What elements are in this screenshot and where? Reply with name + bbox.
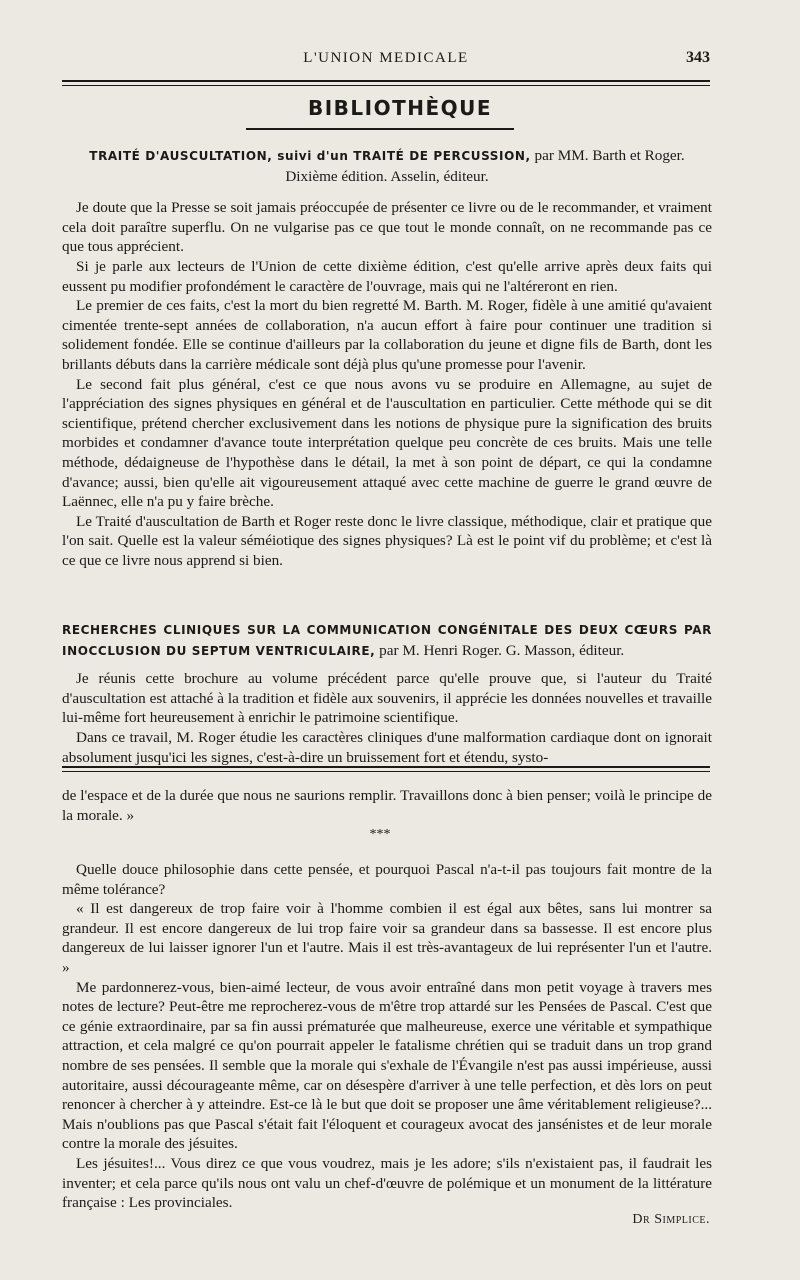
header-rule-thin [62,85,710,86]
page-number: 343 [686,49,710,66]
review-2-heading [62,620,712,661]
review-1-paragraph: Le second fait plus général, c'est ce que nous avons vu se produire en Allemagne, au sujet de l'appréciation des signes physiques en général et de l'auscultation en particulier. Cette méthode qui se dit scientifique, prétend chercher exclusivement dans les notions de physique pure la signification des bruits morbides et condamner d'avance toute interprétation quelque peu concrète de ces bruits. Mais une telle méthode, dédaigneuse de l'hypothèse dans le détail, la met à son point de départ, ce qui la condamne d'avance; aussi, bien qu'elle ait vigoureusement attaqué avec cette machine de guerre le grand œuvre de Laënnec, elle n'a pu y faire brèche. [62,375,712,511]
review-1-authors: par MM. Barth et Roger. [530,147,685,164]
section-title: BIBLIOTHÈQUE [307,96,493,120]
review-1-title: TRAITÉ D'AUSCULTATION, suivi d'un TRAITÉ DE PERCUSSION, [89,149,531,163]
review-1-publisher: Dixième édition. Asselin, éditeur. [285,167,489,185]
review-2-title: RECHERCHES CLINIQUES SUR LA COMMUNICATION CONGÉNITALE DES DEUX CŒURS PAR INOCCLUSION DU SEPTUM VENTRICULAIRE, [62,623,712,658]
page-header [62,50,710,72]
review-2-authors: par M. Henri Roger. G. Masson, éditeur. [375,641,625,659]
feuilleton-rule-thin [62,771,710,772]
review-1-paragraph: Le Traité d'auscultation de Barth et Roger reste donc le livre classique, méthodique, clair et pratique que l'on sait. Quelle est la valeur séméiotique des signes physiques? Là est le point vif du problème; et c'est là ce que ce livre nous apprend si bien. [62,512,712,569]
feuilleton-paragraph: de l'espace et de la durée que nous ne saurions remplir. Travaillons donc à bien penser; voilà le principe de la morale. » [62,787,712,824]
review-1-paragraph: Le premier de ces faits, c'est la mort du bien regretté M. Barth. M. Roger, fidèle à une amitié qu'avaient cimentée trente-sept années de collaboration, n'a aucun effort à faire pour continuer une tradition si solidement fondée. Elle se continue d'ailleurs par la collaboration du jeune et digne fils de Barth, dont les brillants débuts dans la carrière médicale sont déjà plus qu'une promesse pour l'avenir. [62,297,712,373]
feuilleton-paragraph: Quelle douce philosophie dans cette pensée, et pourquoi Pascal n'a-t-il pas toujours fait montre de la même tolérance? [62,861,712,898]
review-2-paragraph: Je réunis cette brochure au volume précédent parce qu'elle prouve que, si l'auteur du Traité d'auscultation est attaché à la tradition et fidèle aux souvenirs, il apprécie les données nouvelles et travaille lui-même fort heureusement à enrichir le patrimoine scientifique. [62,670,712,727]
review-1-paragraph: Je doute que la Presse se soit jamais préoccupée de présenter ce livre ou de le recommander, et vraiment cela doit paraître superflu. On ne vulgarise pas ce que tout le monde connaît, on ne recommande pas ce que tous apprécient. [62,199,712,256]
feuilleton-rule-thick [62,766,710,768]
signature: Dr Simplice. [632,1212,710,1227]
feuilleton-body [62,860,712,1213]
feuilleton-paragraph: « Il est dangereux de trop faire voir à l'homme combien il est égal aux bêtes, sans lui montrer sa grandeur. Il est encore dangereux de lui trop faire voir sa grandeur dans sa bassesse. Il est encore plus dangereux de lui laisser ignorer l'un et l'autre. Mais il est très-avantageux de lui représenter l'un et l'autre. » [62,900,712,976]
review-2 [62,620,712,767]
feuilleton-paragraph: Les jésuites!... Vous direz ce que vous voudrez, mais je les adore; s'ils n'existaient pas, il faudrait les inventer; et cela parce qu'ils nous ont valu un chef-d'œuvre de polémique et un monument de la littérature française : Les provinciales. [62,1154,712,1212]
feuilleton-top [62,786,712,825]
review-1-paragraph: Si je parle aux lecteurs de l'Union de cette dixième édition, c'est qu'elle arrive après deux faits qui eussent pu modifier profondément le caractère de l'ouvrage, mais qui ne l'altéreront en rien. [62,257,712,295]
feuilleton-paragraph: Me pardonnerez-vous, bien-aimé lecteur, de vous avoir entraîné dans mon petit voyage à travers mes notes de lecture? Peut-être me reprocherez-vous de m'être trop attardé sur les Pensées de Pascal. C'est que ce génie extraordinaire, par sa fin aussi prématurée que malheureuse, exerce une véritable et sympathique attraction, et cela malgré ce qu'on pourrait appeler le fatalisme chrétien qui se traduit dans un trop grand nombre de ses pensées. Il semble que la morale qui s'exhale de l'Évangile n'est pas aussi impérieuse, aussi autoritaire, aussi décourageante même, car on désespère d'arriver à une telle perfection, et dès lors on peut renoncer à chercher à y atteindre. Est-ce là le but que doit se proposer une âme véritablement religieuse?... Mais n'oublions pas que Pascal s'était fait l'éloquent et courageux avocat des jansénistes et de leur morale contre la morale des jésuites. [62,978,712,1153]
review-1 [62,146,712,570]
section-stars: *** [369,827,391,842]
review-2-paragraph: Dans ce travail, M. Roger étudie les caractères cliniques d'une malformation cardiaque dont on ignorait absolument jusqu'ici les signes, c'est-à-dire un bruissement fort et étendu, systo- [62,728,712,766]
review-1-heading [62,146,712,167]
section-title-underline [246,128,514,130]
running-head: L'UNION MEDICALE [303,50,469,66]
header-rule-thick [62,80,710,82]
